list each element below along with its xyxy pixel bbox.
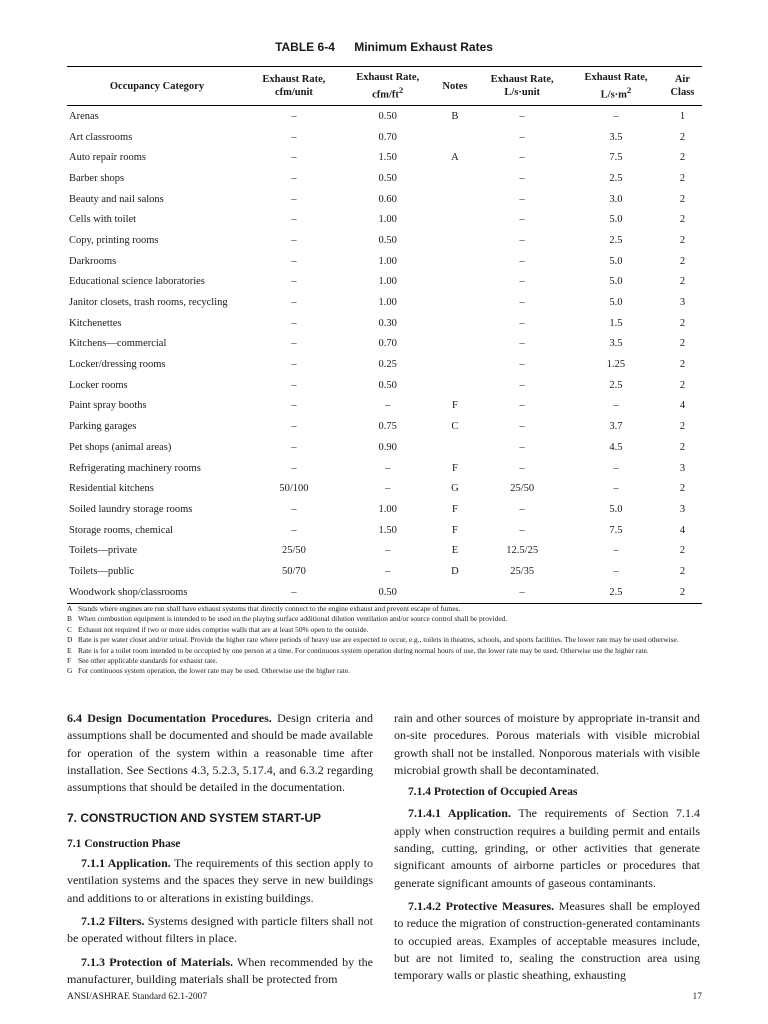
cell-air-class: 2 [679,172,686,184]
cell-exhaust-ls-unit: 25/35 [510,565,535,577]
cell-exhaust-cfm-unit: – [291,441,297,453]
cell-notes [435,582,476,603]
cell-exhaust-cfm-unit: – [291,338,297,350]
cell-notes: F [452,503,458,515]
cell-exhaust-ls-m2: – [613,545,619,557]
footnote-text: For continuous system operation, the lower rate may be used. Otherwise use the higher rate. [78,666,350,676]
exhaust-rates-table [67,66,702,604]
footnote [67,614,702,624]
cell-exhaust-ls-m2: 2.5 [609,172,623,184]
cell-exhaust-cfm-unit: – [291,421,297,433]
cell-exhaust-ls-unit: – [519,400,525,412]
cell-notes: G [451,483,459,495]
cell-exhaust-ls-unit: – [519,359,525,371]
table-row [67,561,702,582]
cell-notes [435,354,476,375]
cell-air-class: 2 [679,379,686,391]
cell-air-class: 2 [679,152,686,164]
cell-exhaust-cfm-ft2: 0.25 [378,359,397,371]
cell-occupancy-category: Copy, printing rooms [69,234,159,246]
cell-air-class: 4 [679,524,686,536]
cell-exhaust-ls-unit: – [519,441,525,453]
cell-exhaust-cfm-ft2: 0.50 [378,234,397,246]
cell-air-class: 2 [679,338,686,350]
section-7-1-4-1-heading: 7.1.4.1 Application. [408,806,511,821]
cell-exhaust-ls-unit: – [519,297,525,309]
section-7-1-1-heading: 7.1.1 Application. [81,856,171,871]
footnote-text: Exhaust not required if two or more sides comprise walls that are at least 50% open to the outside. [78,624,369,634]
cell-exhaust-cfm-ft2: – [385,483,391,495]
cell-exhaust-ls-m2: – [613,462,619,474]
cell-exhaust-ls-m2: 3.5 [609,131,623,143]
cell-exhaust-ls-m2: 5.0 [609,503,623,515]
cell-exhaust-ls-m2: 5.0 [609,297,623,309]
cell-exhaust-ls-m2: 2.5 [569,582,663,603]
cell-air-class: 2 [679,421,686,433]
cell-exhaust-cfm-unit: – [291,524,297,536]
cell-exhaust-ls-m2: – [613,483,619,495]
cell-air-class: 2 [679,214,686,226]
cell-notes: F [452,462,458,474]
cell-air-class: 3 [679,297,686,309]
cell-exhaust-cfm-unit: – [291,152,297,164]
footnote-text: Rate is per water closet and/or urinal. Provide the higher rate where periods of heavy use are expected to occur, e.g., toilets in theatres, schools, and sports facilities. The lower rate may be used otherwise. [78,635,679,645]
cell-exhaust-ls-unit: – [519,172,525,184]
section-6-4-text: Design criteria and assumptions shall be documented and should be made available for operation of the system within a reasonable time after installation. See Sections 4.3, 5.2.3, 5.17.4, and 6.3.2 regarding assumptions that should be detailed in the documentation. [67,711,373,795]
section-7-1-1-text: The requirements of this section apply to ventilation systems and the spaces they serve in new buildings and additions to or alterations in existing buildings. [67,856,373,905]
left-column [67,710,373,988]
cell-exhaust-cfm-ft2: 1.50 [378,524,397,536]
footnote-key: G [67,666,73,676]
cell-exhaust-cfm-ft2: 0.75 [378,421,397,433]
cell-exhaust-cfm-unit: 25/50 [281,545,306,557]
cell-exhaust-ls-unit: – [475,582,569,603]
table-body [67,106,702,604]
cell-exhaust-cfm-unit: – [291,234,297,246]
cell-occupancy-category: Storage rooms, chemical [69,524,174,536]
cell-exhaust-ls-m2: 1.25 [606,359,626,371]
footnote-text: See other applicable standards for exhaust rate. [78,656,218,666]
cell-occupancy-category: Kitchenettes [69,317,122,329]
cell-air-class: 2 [663,582,702,603]
table-row [67,458,702,479]
table-row [67,272,702,293]
cell-exhaust-cfm-unit: – [291,379,297,391]
footnote-key: A [67,604,73,613]
footnote [67,625,702,635]
cell-exhaust-cfm-ft2: – [385,400,391,412]
cell-exhaust-cfm-unit: – [291,317,297,329]
section-7-1-4-2 [394,898,700,984]
header-occupancy-category: Occupancy Category [67,67,247,106]
cell-occupancy-category: Janitor closets, trash rooms, recycling [69,297,228,309]
footnote-text: When combustion equipment is intended to be used on the playing surface additional dilution ventilation and/or source control shall be provided. [78,614,508,624]
cell-air-class: 2 [679,483,686,495]
cell-exhaust-ls-unit: – [519,193,525,205]
cell-exhaust-cfm-unit: – [291,172,297,184]
cell-air-class: 2 [679,255,686,267]
cell-air-class: 2 [679,359,686,371]
section-7-1-3-heading: 7.1.3 Protection of Materials. [81,954,234,969]
cell-notes [435,230,476,251]
cell-exhaust-cfm-ft2: – [385,462,391,474]
table-header-row [67,67,702,106]
cell-notes [435,127,476,148]
table-row [67,437,702,458]
table-row [67,375,702,396]
cell-exhaust-cfm-ft2: 0.50 [378,172,397,184]
cell-exhaust-ls-unit: – [519,421,525,433]
cell-exhaust-cfm-unit: – [291,400,297,412]
cell-air-class: 2 [679,131,686,143]
section-6-4-heading: 6.4 Design Documentation Procedures. [67,711,272,725]
cell-exhaust-cfm-unit: – [291,462,297,474]
footnote-key: C [67,624,72,634]
cell-exhaust-ls-m2: 5.0 [609,214,623,226]
cell-exhaust-cfm-ft2: 0.50 [378,110,397,122]
cell-notes: D [451,565,459,577]
section-7-heading: 7. CONSTRUCTION AND SYSTEM START-UP [67,811,322,826]
section-7-1-2 [67,913,373,948]
cell-exhaust-cfm-ft2: – [385,545,391,557]
footnote [67,635,702,645]
cell-occupancy-category: Parking garages [69,421,137,433]
section-7-1-2-text: Systems designed with particle filters shall not be operated without filters in place. [67,913,373,946]
table-row [67,292,702,313]
cell-air-class: 2 [679,276,686,288]
footnote [67,646,702,656]
header-exhaust-ls-unit: Exhaust Rate, L/s·unit [475,67,569,106]
cell-exhaust-ls-unit: 12.5/25 [506,545,539,557]
cell-exhaust-cfm-unit: – [291,110,297,122]
cell-exhaust-ls-unit: – [519,214,525,226]
cell-occupancy-category: Paint spray booths [69,400,147,412]
cell-exhaust-ls-m2: – [613,565,619,577]
cell-exhaust-ls-m2: – [613,400,619,412]
section-7-1-2-heading: 7.1.2 Filters. [81,913,145,928]
section-7-1-4-heading: 7.1.4 Protection of Occupied Areas [408,786,578,799]
table-title [0,40,768,54]
footnote-key: E [67,645,72,655]
table-row [67,520,702,541]
cell-occupancy-category: Locker rooms [69,379,128,391]
table-row [67,396,702,417]
section-7-1-4-2-text: Measures shall be employed to reduce the migration of construction-generated contaminants to occupied areas. Examples of acceptable measures include, but are not limited to, sealing the construction area using temporary walls or plastic sheathing, exhausting [394,898,700,983]
cell-notes: F [452,400,458,412]
cell-exhaust-cfm-ft2: 0.70 [378,338,397,350]
table-row [67,582,702,603]
cell-exhaust-cfm-ft2: 0.60 [378,193,397,205]
cell-exhaust-ls-unit: – [519,503,525,515]
header-exhaust-ls-m2: Exhaust Rate, $L/s\cdot m^2$ [569,67,663,106]
footnote-text: Rate is for a toilet room intended to be occupied by one person at a time. For continuous system operation during normal hours of use, the lower rate may be used. Otherwise use the higher rate. [78,645,649,655]
cell-exhaust-cfm-unit: 50/70 [281,565,306,577]
cell-exhaust-cfm-unit: – [291,503,297,515]
cell-occupancy-category: Soiled laundry storage rooms [69,503,193,515]
cell-occupancy-category: Toilets—public [69,565,135,577]
cell-exhaust-cfm-ft2: 0.90 [378,441,397,453]
table-number: TABLE 6-4 [275,40,335,54]
section-7-1-3-continued: rain and other sources of moisture by appropriate in-transit and on-site procedures. Porous materials with visible microbial growth shall not be installed. Nonporous materials with visible microbial growth shall be decontaminated. [394,711,700,777]
cell-exhaust-ls-unit: 25/50 [510,483,535,495]
cell-exhaust-cfm-unit: – [291,276,297,288]
section-7-1-3 [67,954,373,989]
table-row [67,499,702,520]
cell-exhaust-cfm-unit: – [291,297,297,309]
cell-exhaust-ls-unit: – [519,276,525,288]
cell-exhaust-cfm-unit: – [247,582,341,603]
cell-notes [435,189,476,210]
cell-exhaust-ls-unit: – [519,131,525,143]
cell-exhaust-cfm-unit: – [291,131,297,143]
page-number: 17 [692,992,702,1002]
cell-notes [435,437,476,458]
footnote [67,604,702,614]
table-row [67,106,702,127]
table-row [67,354,702,375]
cell-occupancy-category: Auto repair rooms [69,152,146,164]
cell-exhaust-ls-m2: 1.5 [609,317,623,329]
cell-air-class: 3 [679,462,686,474]
cell-exhaust-ls-m2: 2.5 [609,234,623,246]
cell-exhaust-cfm-unit: – [291,193,297,205]
cell-exhaust-ls-unit: – [519,255,525,267]
cell-notes: B [451,110,459,122]
table-row [67,416,702,437]
section-7-1-4-2-heading: 7.1.4.2 Protective Measures. [408,898,555,913]
footnote [67,656,702,666]
cell-air-class: 2 [679,234,686,246]
cell-exhaust-ls-unit: – [519,234,525,246]
footnote-text: Stands where engines are run shall have exhaust systems that directly connect to the engine exhaust and prevent escape of fumes. [78,604,461,613]
footnote [67,666,702,676]
cell-occupancy-category: Residential kitchens [69,483,154,495]
header-notes: Notes [435,67,476,106]
cell-occupancy-category: Arenas [69,110,99,122]
cell-notes [435,292,476,313]
cell-exhaust-ls-m2: 2.5 [609,379,623,391]
cell-notes: A [451,152,459,164]
table-row [67,189,702,210]
cell-notes: C [451,421,459,433]
cell-notes: E [451,545,459,557]
cell-notes [435,334,476,355]
cell-air-class: 2 [679,317,686,329]
cell-occupancy-category: Darkrooms [69,255,117,267]
section-7-1-heading: 7.1 Construction Phase [67,837,181,850]
cell-exhaust-ls-unit: – [519,317,525,329]
table-row [67,147,702,168]
cell-air-class: 4 [679,400,686,412]
header-exhaust-cfm-ft2: Exhaust Rate, cfm/$ft^2$ [341,67,435,106]
cell-exhaust-cfm-unit: – [291,214,297,226]
cell-notes [435,251,476,272]
cell-exhaust-cfm-ft2: 0.70 [378,131,397,143]
footnote-key: B [67,614,72,624]
cell-exhaust-cfm-unit: – [291,255,297,267]
cell-air-class: 2 [679,193,686,205]
cell-exhaust-cfm-ft2: 0.50 [341,582,435,603]
cell-notes [435,168,476,189]
table-row [67,127,702,148]
section-6-4 [67,710,373,796]
right-column [394,710,700,984]
cell-exhaust-cfm-ft2: 1.50 [378,152,397,164]
cell-notes: F [452,524,458,536]
table-row [67,251,702,272]
header-exhaust-cfm-unit: Exhaust Rate, cfm/unit [247,67,341,106]
footer-standard-name: ANSI/ASHRAE Standard 62.1-2007 [67,992,208,1002]
cell-exhaust-ls-unit: – [519,338,525,350]
cell-occupancy-category: Refrigerating machinery rooms [69,462,201,474]
cell-exhaust-cfm-ft2: – [385,565,391,577]
cell-exhaust-ls-unit: – [519,524,525,536]
cell-exhaust-cfm-ft2: 1.00 [378,214,397,226]
table-row [67,168,702,189]
cell-exhaust-ls-unit: – [519,462,525,474]
cell-exhaust-cfm-ft2: 1.00 [378,255,397,267]
cell-occupancy-category: Art classrooms [69,131,133,143]
cell-exhaust-ls-m2: 5.0 [609,255,623,267]
table-row [67,209,702,230]
cell-occupancy-category: Woodwork shop/classrooms [67,582,247,603]
table-row [67,334,702,355]
cell-notes [435,375,476,396]
cell-exhaust-cfm-ft2: 0.30 [378,317,397,329]
cell-occupancy-category: Pet shops (animal areas) [69,441,172,453]
section-7-1-4-1-text: The requirements of Section 7.1.4 apply when construction requires a building permit and entails sanding, cutting, grinding, or other activities that generate significant amounts of airborne particles or procedures that generate significant amounts of gaseous contaminants. [394,806,700,890]
cell-notes [435,272,476,293]
cell-notes [435,313,476,334]
cell-exhaust-cfm-unit: 50/100 [279,483,309,495]
cell-exhaust-ls-m2: 3.7 [609,421,623,433]
cell-exhaust-cfm-ft2: 1.00 [378,297,397,309]
cell-exhaust-ls-unit: – [519,110,525,122]
cell-occupancy-category: Toilets—private [69,545,138,557]
table-row [67,230,702,251]
cell-exhaust-cfm-ft2: 1.00 [378,503,397,515]
cell-occupancy-category: Beauty and nail salons [69,193,164,205]
table-footnotes [67,604,702,677]
cell-air-class: 2 [679,565,686,577]
cell-notes [435,209,476,230]
cell-exhaust-ls-m2: 3.5 [609,338,623,350]
cell-occupancy-category: Locker/dressing rooms [69,359,166,371]
table-name: Minimum Exhaust Rates [354,40,493,54]
footnote-key: D [67,635,73,645]
section-7-1-4-1 [394,805,700,891]
cell-exhaust-ls-m2: 7.5 [609,152,623,164]
cell-exhaust-ls-m2: 7.5 [609,524,623,536]
cell-air-class: 3 [679,503,686,515]
cell-air-class: 1 [679,110,686,122]
cell-occupancy-category: Barber shops [69,172,125,184]
cell-occupancy-category: Kitchens—commercial [69,338,167,350]
cell-exhaust-cfm-unit: – [291,359,297,371]
cell-exhaust-cfm-ft2: 1.00 [378,276,397,288]
cell-air-class: 2 [679,545,686,557]
header-air-class: Air Class [663,67,702,106]
table-row [67,313,702,334]
cell-exhaust-ls-m2: 5.0 [609,276,623,288]
cell-exhaust-ls-m2: 4.5 [609,441,623,453]
cell-exhaust-ls-m2: – [613,110,619,122]
cell-occupancy-category: Cells with toilet [69,214,137,226]
table-row [67,478,702,499]
section-7-1-3-text: When recommended by the manufacturer, building materials shall be protected from [67,954,373,986]
cell-exhaust-cfm-ft2: 0.50 [378,379,397,391]
section-7-1-1 [67,855,373,907]
cell-exhaust-ls-m2: 3.0 [609,193,623,205]
table-row [67,540,702,561]
footnote-key: F [67,656,72,666]
cell-exhaust-ls-unit: – [519,379,525,391]
cell-exhaust-ls-unit: – [519,152,525,164]
cell-occupancy-category: Educational science laboratories [69,276,205,288]
cell-air-class: 2 [679,441,686,453]
